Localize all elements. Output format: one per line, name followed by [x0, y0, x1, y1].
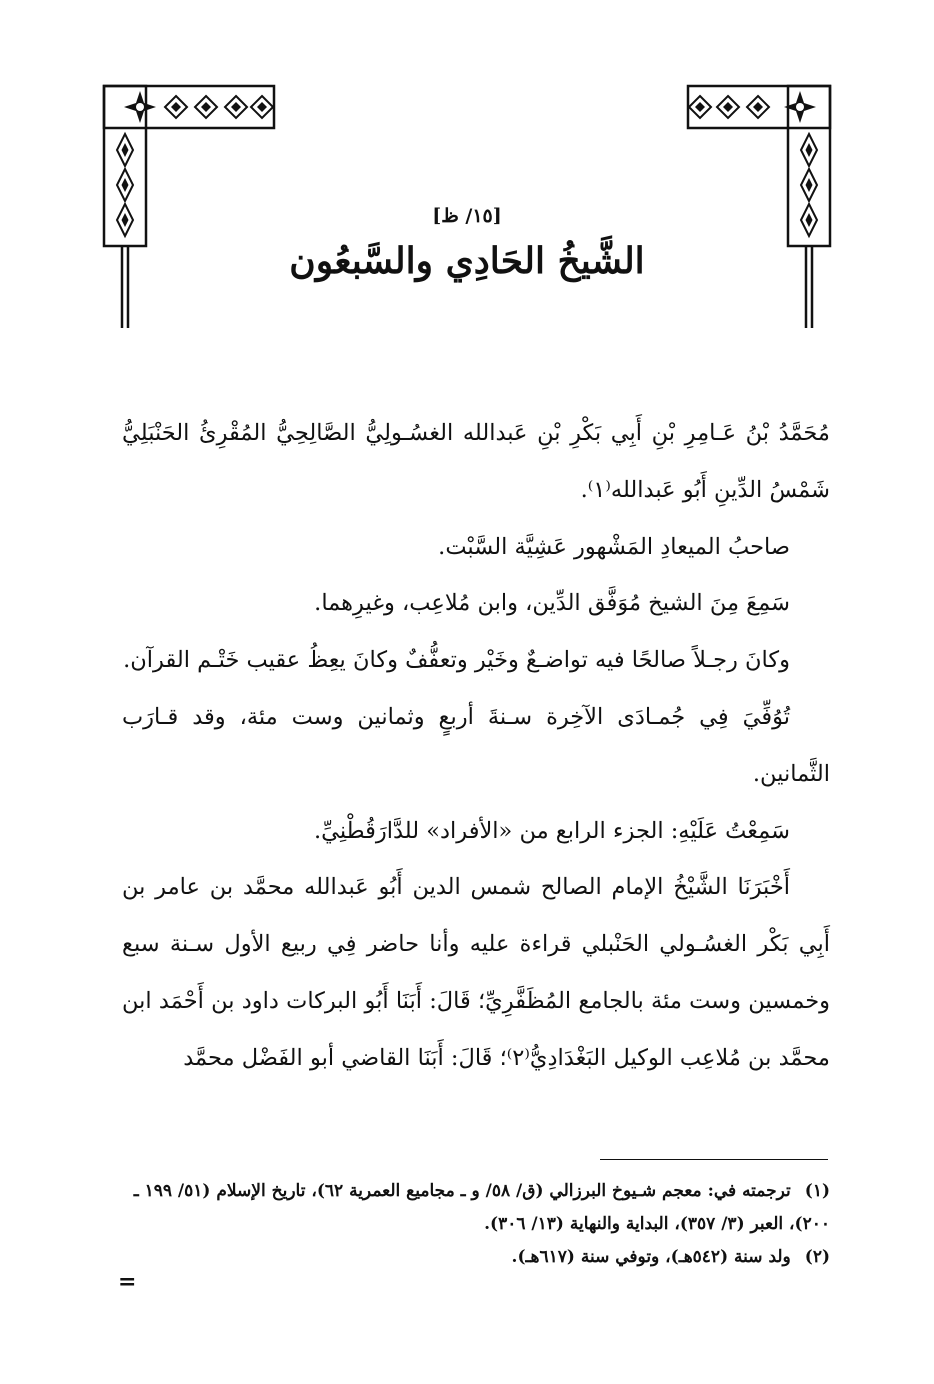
- footnotes: [122, 1175, 830, 1274]
- folio-reference: [١٥/ ظ]: [432, 205, 502, 227]
- chapter-title: الشَّيخُ الحَادِي والسَّبعُون: [289, 240, 645, 282]
- paragraph-role: صاحبُ الميعادِ المَشْهور عَشِيَّة السَّبْت.: [438, 533, 790, 560]
- paragraph-character: وكانَ رجـلاً صالحًا فيه تواضـعٌ وخَيْر وتعفُّفٌ وكانَ يعِظُ عقيب خَتْـم القرآن.: [123, 647, 790, 674]
- footnote-item: [122, 1175, 830, 1241]
- continuation-mark: =: [118, 1269, 137, 1295]
- footnote-text: ولد سنة (٥٤٢هـ)، وتوفي سنة (٦١٧هـ).: [511, 1247, 791, 1267]
- paragraph-isnad: أَخْبَرَنَا الشَّيْخُ الإمام الصالح شمس الدين أَبُو عَبدالله محمَّد بن عامر بن أَبِي بَكْر الغسُـولي الحَنْبلي قراءة عليه وأنا حاضر فِي ربيع الأول سـنة سبع وخمسين وست مئة بالجامع المُظَفَّرِيِّ؛ قَالَ: أَبَنَا أَبُو البركات داود بن أَحْمَد ابن محمَّد بن مُلاعِب الوكيل البَغْدَادِيُّ⁽٢⁾؛ قَالَ: أَبَنَا القاضي أبو الفَضْل محمَّد: [122, 874, 830, 1071]
- paragraph-biography: مُحَمَّدُ بْنُ عَـامِرِ بْنِ أَبِي بَكْرِ بْنِ عَبدالله الغسُـولِيُّ الصَّالِحِيُّ المُقْرِئُ الحَنْبَلِيُّ شَمْسُ الدِّينِ أَبُو عَبدالله⁽١⁾.: [122, 420, 830, 503]
- paragraph-teachers: سَمِعَ مِنَ الشيخ مُوَفَّق الدِّين، وابن مُلاعِب، وغيرِهما.: [314, 590, 790, 617]
- ornamental-frame: [0, 0, 934, 340]
- footnote-text: ترجمته في: معجم شـيوخ البرزالي (ق/ ٥٨/ و ـ مجاميع العمرية ٦٢)، تاريخ الإسلام (٥١/ ١٩٩ ـ ٢٠٠)، العبر (٣/ ٣٥٧)، البداية والنهاية (١٣/ ٣٠٦).: [133, 1181, 830, 1234]
- paragraph-death: تُوُفِّيَ فِي جُمـادَى الآخِرة سـنةَ أربعٍ وثمانين وست مئة، وقد قـارَب الثَّمانين.: [122, 703, 830, 787]
- main-text: [122, 405, 830, 1087]
- footnote-item: [122, 1241, 830, 1274]
- footnote-number: (١): [804, 1181, 830, 1201]
- footnote-separator: [600, 1159, 828, 1160]
- footnote-number: (٢): [804, 1247, 830, 1267]
- paragraph-audition: سَمِعْتُ عَلَيْهِ: الجزء الرابع من «الأفراد» للدَّارَقُطْنِيِّ.: [313, 817, 790, 844]
